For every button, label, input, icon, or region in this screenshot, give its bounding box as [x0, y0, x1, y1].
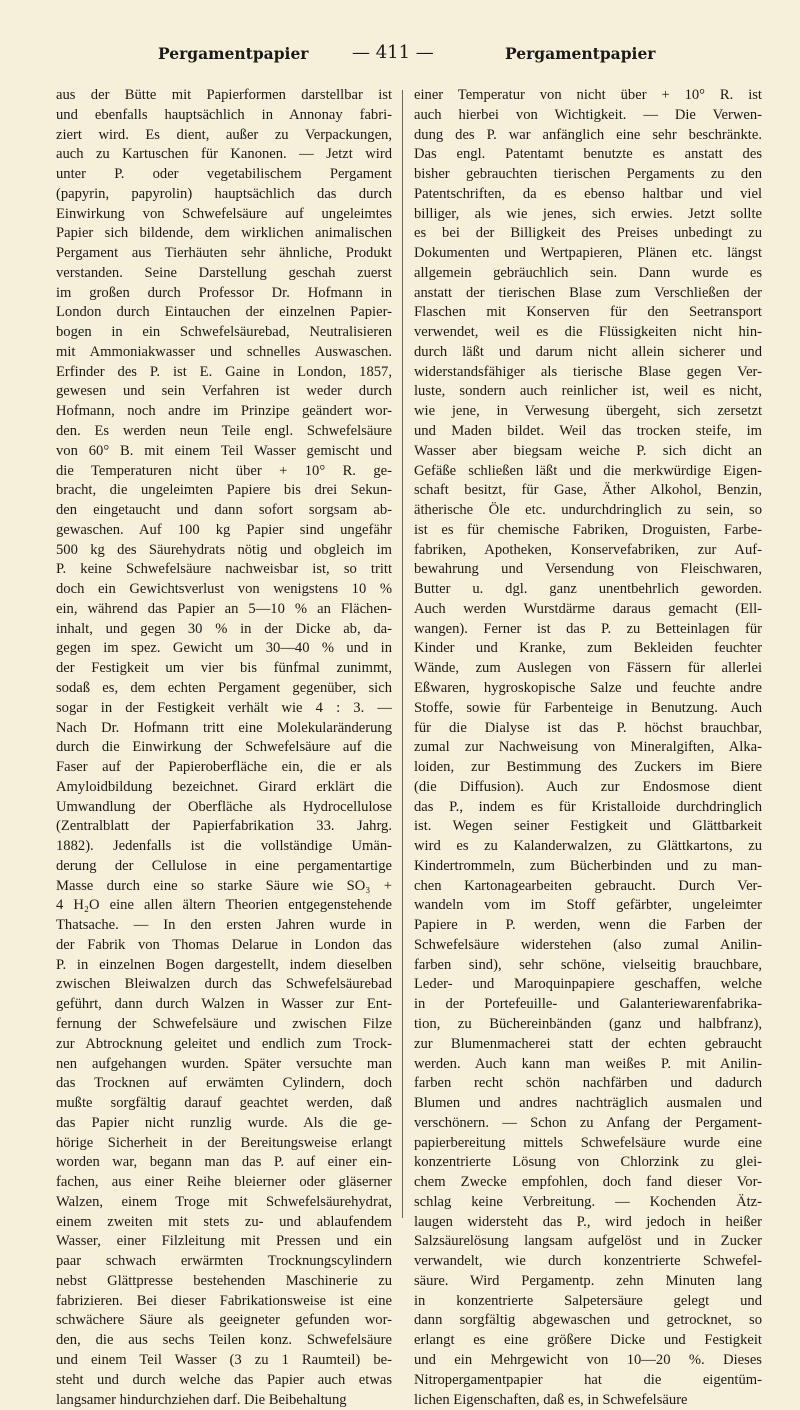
- text-line: bewahrung und Versendung von Fleischwaren,: [414, 561, 762, 578]
- text-line: Dokumenten und Wertpapieren, Plänen etc. längst: [414, 245, 762, 262]
- text-line: Wände, zum Auslegen von Fässern für allerlei: [414, 660, 762, 677]
- text-line: bogen in ein Schwefelsäurebad, Neutralisieren: [56, 324, 392, 341]
- text-line: ein, während das Papier an 5—10 % an Flächen-: [56, 600, 392, 617]
- text-line: chem Zwecke empfohlen, doch fand dieser Vor-: [414, 1174, 762, 1191]
- text-line: das Papier nicht runzlig wurde. Als die ge-: [56, 1114, 392, 1131]
- text-line: wird es zu Kalanderwalzen, zu Glättkartons, zu: [414, 838, 762, 855]
- text-line: langsamer hindurchziehen darf. Die Beibehaltung: [56, 1391, 347, 1408]
- text-line: durch läßt und darum nicht allein sicherer und: [414, 343, 762, 360]
- text-line: Papiere in P. werden, wenn die Farben der: [414, 917, 762, 934]
- text-line: der Festigkeit um vier bis fünfmal zunimmt,: [56, 660, 392, 677]
- text-line: und ein Mehrgewicht von 10—20 %. Dieses: [414, 1352, 762, 1368]
- text-line: Faser auf der Papieroberfläche ein, die er als: [56, 759, 392, 776]
- text-line: Kinder und Kranke, zum Bekleiden feuchter: [414, 640, 762, 657]
- text-line: Erfinder des P. ist E. Gaine in London, 1857,: [56, 363, 392, 380]
- text-line: (Zentralblatt der Papierfabrikation 33. Jahrg.: [56, 818, 392, 835]
- text-line: derung der Cellulose in eine pergamentartige: [56, 857, 392, 874]
- text-line: nen aufgehangen wurden. Später versuchte man: [56, 1055, 392, 1072]
- text-line: werden. Auch kann man weißes P. mit Anilin-: [414, 1055, 762, 1072]
- text-line: luste, sondern auch reinlicher ist, weil es nicht,: [414, 383, 762, 400]
- text-line: Amyloidbildung bezeichnet. Girard erklärt die: [56, 778, 392, 795]
- text-line: Schwefelsäure widerstehen (also zumal Anilin-: [414, 936, 762, 953]
- text-line: Flaschen mit Konserven für den Seetransport: [414, 304, 762, 321]
- text-line: den, die aus sechs Teilen konz. Schwefelsäure: [56, 1332, 392, 1349]
- text-line: Gefäße schließen läßt und die merkwürdige Eigen-: [414, 462, 762, 479]
- text-line: erlangt es eine größere Dicke und Festigkeit: [414, 1332, 762, 1349]
- text-line: und ebenfalls hauptsächlich in Annonay fabri-: [56, 106, 392, 123]
- text-line: Walzen, einem Troge mit Schwefelsäurehydrat,: [56, 1193, 392, 1210]
- text-line: sodaß es, dem echten Pergament gegenüber, sich: [56, 679, 392, 696]
- text-line: zur Abtrocknung geleitet und endlich zum Trock-: [56, 1035, 392, 1052]
- text-line: in der Portefeuille- und Galanteriewarenfabrika-: [414, 996, 762, 1013]
- text-line: wandeln vom im Stoff gefärbter, ungeleimter: [414, 897, 762, 914]
- text-line: fachen, aus einer Reihe bleierner oder gläserner: [56, 1174, 392, 1191]
- text-line: zur Blumenmacherei statt der echten gebraucht: [414, 1035, 762, 1052]
- text-line: ist. Wegen seiner Festigkeit und Glättbarkeit: [414, 818, 762, 835]
- text-line: für die Dialyse ist das P. höchst brauchbar,: [414, 719, 762, 736]
- text-line: (die Diffusion). Auch zur Endosmose dient: [414, 778, 762, 795]
- running-head-left: Pergamentpapier: [158, 44, 309, 63]
- text-line: allgemein gebräuchlich sein. Dann wurde es: [414, 264, 762, 281]
- text-line: chen Kartonagearbeiten gebraucht. Durch Ver-: [414, 877, 762, 894]
- text-line: P. in einzelnen Bogen dargestellt, indem dieselben: [56, 956, 392, 973]
- text-line: Einwirkung von Schwefelsäure auf ungeleimtes: [56, 205, 392, 222]
- text-line: Leder- und Maroquinpapiere geschaffen, welche: [414, 976, 762, 993]
- text-line: mußte sorgfältig darauf geachtet werden, daß: [56, 1095, 392, 1112]
- page-number: — 411 —: [352, 42, 434, 63]
- text-line: durch die Einwirkung der Schwefelsäure auf die: [56, 739, 392, 756]
- text-line: einer Temperatur von nicht über + 10° R. ist: [414, 87, 762, 103]
- text-line: Wasser, einer Filzleitung mit Pressen und ein: [56, 1233, 392, 1250]
- text-line: Hofmann, noch andre im Prinzipe geändert wor-: [56, 403, 392, 420]
- left-text-column: [56, 86, 392, 1410]
- text-line: wangen). Ferner ist das P. zu Betteinlagen für: [414, 620, 762, 637]
- text-line: bracht, die ungeleimten Papiere bis drei Sekun-: [56, 482, 392, 499]
- text-line: steht und durch welche das Papier auch etwas: [56, 1371, 392, 1388]
- text-line: verstanden. Seine Darstellung geschah zuerst: [56, 264, 392, 281]
- text-line: paar schwach erwärmten Trocknungscylindern: [56, 1253, 392, 1270]
- text-line: nebst Glättpresse bestehenden Maschinerie zu: [56, 1272, 392, 1289]
- text-line: Stoffe, sowie für Farbenteige in Benutzung. Auch: [414, 699, 762, 716]
- text-line: Papier sich bildende, dem wirklichen animalischen: [56, 225, 392, 242]
- text-line: aus der Bütte mit Papierformen darstellbar ist: [56, 87, 392, 103]
- text-line: loiden, zur Bestimmung des Zuckers im Biere: [414, 759, 762, 776]
- text-line: widerstandsfähiger als tierische Blase gegen Ver-: [414, 363, 762, 380]
- text-line: doch ein Gewichtsverlust von wenigstens 10 %: [56, 581, 392, 598]
- text-line: Eßwaren, hygroskopische Salze und feuchte andre: [414, 679, 762, 696]
- text-line: schlag keine Verbreitung. — Kochenden Ätz-: [414, 1193, 762, 1210]
- text-line: geführt, dann durch Walzen in Wasser zur Ent-: [56, 996, 392, 1013]
- text-line: 1882). Jedenfalls ist die vollständige Umän-: [56, 838, 392, 855]
- text-line: (papyrin, papyrolin) hauptsächlich das durch: [56, 185, 392, 202]
- text-line: Masse durch eine so starke Säure wie SO₃ +: [56, 877, 392, 894]
- text-line: Umwandlung der Oberfläche als Hydrocellulose: [56, 798, 392, 815]
- text-line: Das engl. Patentamt benutzte es anstatt des: [414, 146, 762, 163]
- text-line: zwischen Bleiwalzen durch das Schwefelsäurebad: [56, 976, 392, 993]
- text-line: 4 H₂O eine allen ältern Theorien entgegenstehende: [56, 897, 392, 914]
- text-line: im großen durch Professor Dr. Hofmann in: [56, 284, 392, 301]
- text-line: hörige Sicherheit in der Bereitungsweise erlangt: [56, 1134, 392, 1151]
- text-line: verschönern. — Schon zu Anfang der Pergament-: [414, 1114, 762, 1131]
- text-line: bisher gebrauchten tierischen Pergaments zu den: [414, 166, 762, 183]
- text-line: dung des P. war anfänglich eine sehr beschränkte.: [414, 126, 762, 143]
- text-line: fernung der Schwefelsäure und zwischen Filze: [56, 1015, 392, 1032]
- text-line: verwendet, weil es die Flüssigkeiten nicht hin-: [414, 324, 762, 341]
- text-line: dann sorgfältig abgewaschen und getrocknet, so: [414, 1312, 762, 1329]
- text-line: von 60° B. mit einem Teil Wasser gemischt und: [56, 442, 392, 459]
- text-line: schwächere Säure als geeigneter gefunden wor-: [56, 1312, 392, 1329]
- text-line: verwandelt, wie durch konzentrierte Schwefel-: [414, 1253, 762, 1270]
- text-line: lichen Eigenschaften, daß es, in Schwefelsäure: [414, 1391, 688, 1408]
- text-line: Nitropergamentpapier hat die eigentüm-: [414, 1371, 762, 1388]
- text-line: den. Es werden neun Teile engl. Schwefelsäure: [56, 423, 392, 440]
- text-line: 500 kg des Säurehydrats nötig und obgleich im: [56, 541, 392, 558]
- column-divider: [402, 90, 403, 1218]
- text-line: Nach Dr. Hofmann tritt eine Molekularänderung: [56, 719, 392, 736]
- text-line: das P., indem es für Kristalloide durchdringlich: [414, 798, 762, 815]
- text-line: schaft besitzt, für Gase, Äther Alkohol, Benzin,: [414, 482, 762, 499]
- text-line: Auch werden Wurstdärme daraus gemacht (Ell-: [414, 600, 762, 617]
- text-line: inhalt, und gegen 30 % in der Dicke ab, da-: [56, 620, 392, 637]
- text-line: gegen im spez. Gewicht um 30—40 % und in: [56, 640, 392, 657]
- text-line: der Fabrik von Thomas Delarue in London das: [56, 936, 392, 953]
- text-line: farben recht schön nachfärben und dadurch: [414, 1075, 762, 1092]
- text-line: worden war, begann man das P. auf einer ein-: [56, 1154, 392, 1171]
- text-line: wie jene, in Verwesung übergeht, sich zersetzt: [414, 403, 762, 420]
- text-line: P. keine Schwefelsäure nachweisbar ist, so tritt: [56, 561, 392, 578]
- text-line: zumal zur Nachweisung von Mineralgiften, Alka-: [414, 739, 762, 756]
- text-line: auch zu Kartuschen für Kanonen. — Jetzt wird: [56, 146, 392, 163]
- text-line: tion, zu Büchereinbänden (ganz und halbfranz),: [414, 1015, 762, 1032]
- text-line: farben sind), sehr schöne, vielseitig brauchbare,: [414, 956, 762, 973]
- text-line: Salzsäurelösung langsam aufgelöst und in Zucker: [414, 1233, 762, 1250]
- text-line: London durch Eintauchen der einzelnen Papier-: [56, 304, 392, 321]
- text-line: papierbereitung mittels Schwefelsäure wurde eine: [414, 1134, 762, 1151]
- text-line: sogar in der Festigkeit verhält wie 4 : 3. —: [56, 699, 392, 716]
- text-line: auch hierbei von Wichtigkeit. — Die Verwen-: [414, 106, 762, 123]
- text-line: ziert wird. Es dient, außer zu Verpackungen,: [56, 126, 392, 143]
- text-line: und einem Teil Wasser (3 zu 1 Raumteil) be-: [56, 1352, 392, 1368]
- text-line: anstatt der tierischen Blase zum Verschließen der: [414, 284, 762, 301]
- text-line: Patentschriften, da es ebenso haltbar und viel: [414, 185, 762, 202]
- text-line: einem zweiten mit stets zu- und ablaufendem: [56, 1213, 392, 1230]
- text-line: unter P. oder vegetabilischem Pergament: [56, 166, 392, 183]
- text-line: Kindertrommeln, zum Bücherbinden und zu man-: [414, 857, 762, 874]
- right-text-column: [414, 86, 762, 1410]
- text-line: ätherische Öle etc. undurchdringlich zu sein, so: [414, 502, 762, 519]
- text-line: billiger, als wie jenes, sich erwies. Jetzt sollte: [414, 205, 762, 222]
- text-line: es bei der Billigkeit des Preises unbedingt zu: [414, 225, 762, 242]
- text-line: und Maden bildet. Weil das trocken steife, im: [414, 423, 762, 440]
- text-line: in konzentrierte Salpetersäure gelegt und: [414, 1292, 762, 1309]
- text-line: das Trocknen auf erwämten Cylindern, doch: [56, 1075, 392, 1092]
- text-line: Wasser aber biegsam weiche P. sich dicht an: [414, 442, 762, 459]
- text-line: Pergament aus Tierhäuten sehr ähnliche, Produkt: [56, 245, 392, 262]
- running-head-right: Pergamentpapier: [505, 44, 656, 63]
- text-line: fabriken, Apotheken, Konservefabriken, zur Auf-: [414, 541, 762, 558]
- text-line: mit Ammoniakwasser und schnelles Auswaschen.: [56, 343, 392, 360]
- text-line: gewaschen. Auf 100 kg Papier sind ungefähr: [56, 521, 392, 538]
- text-line: säure. Wird Pergamentp. zehn Minuten lang: [414, 1272, 762, 1289]
- text-line: gewesen und sein Verfahren ist weder durch: [56, 383, 392, 400]
- text-line: laugen widersteht das P., wird jedoch in heißer: [414, 1213, 762, 1230]
- text-line: die Temperaturen nicht über + 10° R. ge-: [56, 462, 392, 479]
- text-line: den eingetaucht und dann sofort sorgsam ab-: [56, 502, 392, 519]
- text-line: Butter u. dgl. ganz unentbehrlich geworden.: [414, 581, 762, 598]
- text-line: Blumen und andres nachträglich ausmalen und: [414, 1095, 762, 1112]
- text-line: fabrizieren. Bei dieser Fabrikationsweise ist eine: [56, 1292, 392, 1309]
- text-line: Thatsache. — In den ersten Jahren wurde in: [56, 917, 392, 934]
- page-header: [0, 40, 800, 70]
- text-line: ist es für chemische Fabriken, Droguisten, Farbe-: [414, 521, 762, 538]
- text-line: konzentrierte Lösung von Chlorzink zu glei-: [414, 1154, 762, 1171]
